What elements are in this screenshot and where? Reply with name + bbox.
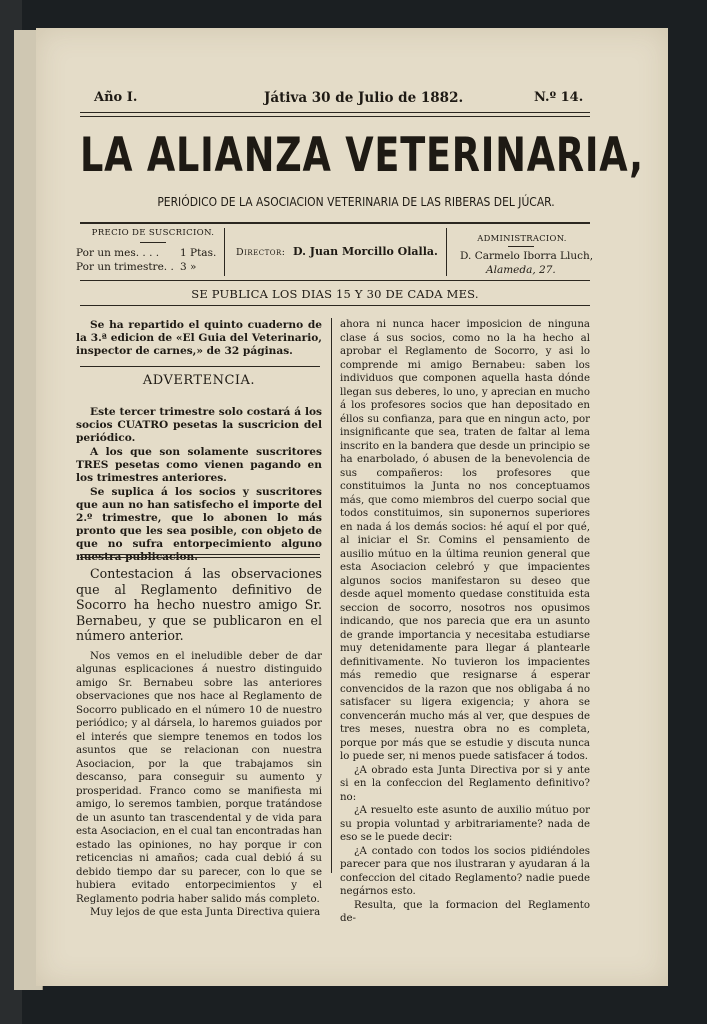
subscription-heading: PRECIO DE SUSCRICION.: [91, 228, 215, 238]
masthead-rule-top: [80, 112, 590, 113]
advertencia-rule-1: [80, 554, 320, 555]
masthead-rule-top-2: [80, 116, 590, 117]
right-column: [340, 318, 590, 926]
article-paragraph: Resulta, que la formacion del Reglamento de-: [340, 899, 590, 924]
article-paragraph: ¿A obrado esta Junta Directiva por si y ante si en la confeccion del Reglamento definitivo? no:: [340, 764, 590, 803]
info-box-rule-top: [80, 222, 590, 224]
info-box-divider-1: [224, 228, 225, 276]
cuaderno-notice: Se ha repartido el quinto cuaderno de la 3.ª edicion de «El Guia del Veterinario, inspector de carnes,» de 32 páginas.: [76, 319, 322, 357]
column-divider: [331, 318, 332, 873]
advertencia-rule-2: [80, 557, 320, 558]
director-name: D. Juan Morcillo Olalla.: [293, 245, 438, 258]
left-column: [76, 319, 322, 358]
notice-separator: [80, 366, 320, 367]
article-paragraph: Muy lejos de que esta Junta Directiva quiera: [90, 907, 321, 919]
info-box-rule-bottom: [80, 280, 590, 281]
administration-ornament: [508, 246, 534, 247]
issue-date: Játiva 30 de Julio de 1882.: [264, 90, 464, 106]
advertencia-paragraph: A los que son solamente suscritores TRES pesetas como vienen pagando en los trimestres anteriores.: [76, 446, 322, 484]
advertencia-heading: ADVERTENCIA.: [142, 373, 256, 388]
subscription-row-2-value: 3 »: [180, 261, 197, 273]
subscription-row-2-label: Por un trimestre. .: [76, 261, 174, 273]
advertencia-paragraph: Este tercer trimestre solo costará á los socios CUATRO pesetas la suscricion del periódico.: [76, 406, 322, 444]
administration-address: Alameda, 27.: [486, 264, 556, 276]
subscription-ornament: [140, 242, 166, 243]
subscription-row-1-label: Por un mes. . . .: [76, 247, 160, 259]
administration-heading: ADMINISTRACION.: [477, 233, 567, 243]
article-paragraph: ahora ni nunca hacer imposicion de ninguna clase á sus socios, como no la ha hecho al aprobar el Reglamento de Socorro, y asi lo comprende mi amigo Bernabeu: saben los individuos que componen aquella hasta dónde llegan sus deberes, lo uno, y aprecian en mucho á los profesores socios que han depositado en éllos su confianza, para que en ningun acto, por insignificante que sea, traten de faltar al lema inscrito en la bandera que desde un principio se ha enarbolado, ó abusen de la benevolencia de sus compañeros: los profesores que constituimos la Junta no nos conceptuamos más, que como miembros del cuerpo social que todos constituimos, sin suponernos superiores en nada á los demás socios: hé aquí el por qué, al iniciar el Sr. Comins el pensamiento de ausilio mútuo en la última reunion general que esta Asociacion celebró y que impacientes algunos socios manifestaron su deseo que desde aquel momento quedase constituida esta seccion de socorro, nosotros nos opusimos indicando, que nos parecia que era un asunto de grande importancia y necesitaba estudiarse muy detenidamente para llegar á plantearle definitivamente. No tuvieron los impacientes más remedio que resignarse á esperar convencidos de la razon que nos obligaba á no satisfacer su ligera exigencia; y ahora se convencerán mucho más al ver, que despues de tres meses, nuestra obra no es completa, porque por más que se estudie y discuta nunca lo puede ser, ni menos puede satisfacer á todos.: [340, 319, 590, 762]
info-box-divider-2: [446, 228, 447, 276]
issue-number: N.º 14.: [534, 90, 584, 105]
advertencia-block: [76, 406, 322, 564]
article-lead: Contestacion á las observaciones que al Reglamento definitivo de Socorro ha hecho nuestro amigo Sr. Bernabeu, y que se publicaron en el número anterior.: [76, 566, 322, 644]
advertencia-paragraph: Se suplica á los socios y suscritores que aun no han satisfecho el importe del 2.º trimestre, que lo abonen lo más pronto que les sea posible, con objeto de que no sufra entorpecimiento alguno nuestra publicacion.: [76, 486, 322, 563]
notice-rule-bottom: [80, 305, 590, 306]
article-paragraph: Nos vemos en el ineludible deber de dar algunas esplicaciones á nuestro distinguido amigo Sr. Bernabeu sobre las anteriores observaciones que nos hace al Reglamento de Socorro publicado en el número 10 de nuestro periódico; y al dársela, lo haremos guiados por el interés que siempre tenemos en todos los asuntos que se relacionan con nuestra Asociacion, por la que trabajamos sin descanso, para conseguir su aumento y prosperidad. Franco como se manifiesta mi amigo, lo seremos tambien, porque tratándose de un asunto tan trascendental y de vida para esta Asociacion, en el cual tan encontradas han estado las opiniones, no hay porque ir con reticencias ni amaños; cada cual debió á su debido tiempo dar su parecer, con lo que se hubiera evitado entorpecimientos y el Reglamento podria haber salido más completo.: [76, 650, 322, 905]
newspaper-subtitle: PERIÓDICO DE LA ASOCIACION VETERINARIA DE LAS RIBERAS DEL JÚCAR.: [157, 194, 555, 209]
administration-name: D. Carmelo Iborra Lluch,: [460, 250, 594, 262]
newspaper-page: [36, 28, 668, 986]
article-block: [76, 566, 322, 920]
director-label: Director:: [236, 247, 286, 258]
subscription-row-1-value: 1 Ptas.: [180, 247, 217, 259]
article-paragraph: ¿A resuelto este asunto de auxilio mútuo por su propia voluntad y arbitrariamente? nada de eso se le puede decir:: [340, 805, 590, 843]
issue-year: Año I.: [94, 90, 138, 105]
article-paragraph: ¿A contado con todos los socios pidiéndoles parecer para que nos ilustraran y ayudaran á la confeccion del citado Reglamento? nadie puede negárnos esto.: [340, 845, 590, 897]
publication-notice: SE PUBLICA LOS DIAS 15 Y 30 DE CADA MES.: [191, 287, 479, 301]
newspaper-title: LA ALIANZA VETERINARIA,: [80, 128, 644, 183]
